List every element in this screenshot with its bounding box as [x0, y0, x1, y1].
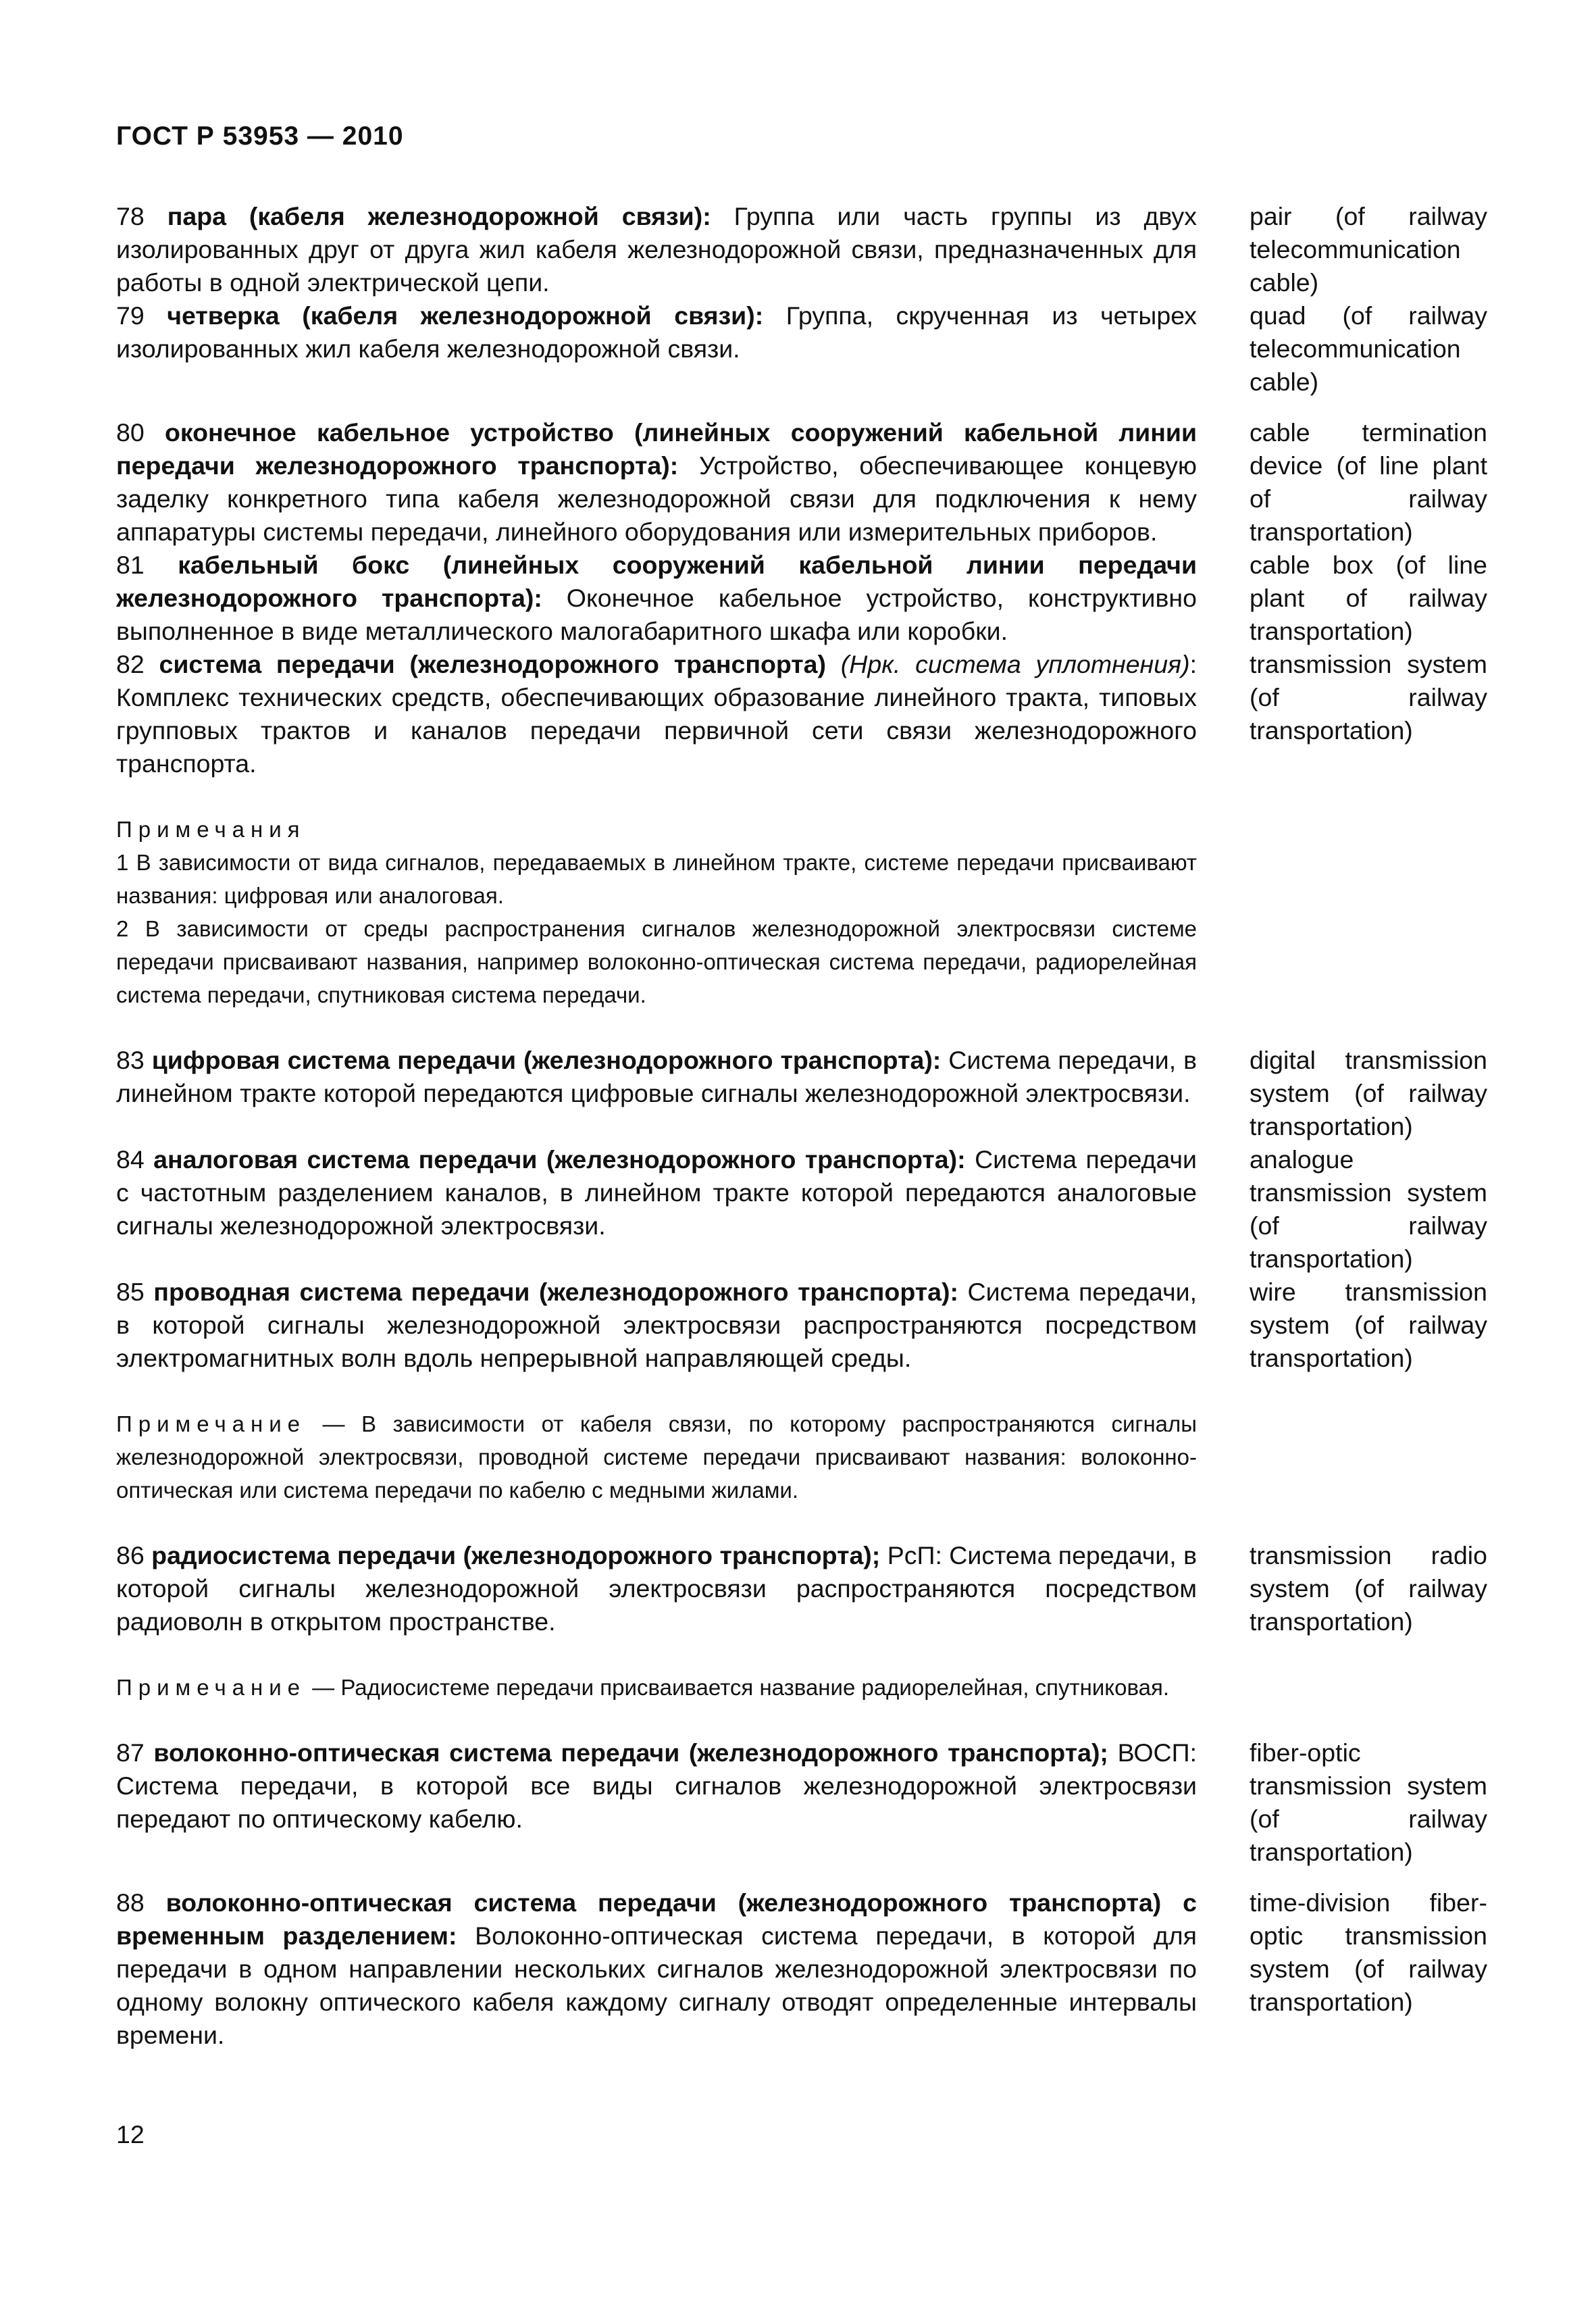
term-english: transmission radio system (of railway transportation)	[1250, 1541, 1487, 1636]
notes-after-82	[116, 813, 1197, 1011]
term-name: радиосистема передачи (железнодорожного транспорта);	[151, 1541, 881, 1569]
term-english: wire transmission system (of railway transportation)	[1250, 1278, 1487, 1372]
note-item: Примечание — В зависимости от кабеля связи, по которому распространяются сигналы железнодорожной электросвязи, проводной системе передачи присваивают названия: волоконно-оптическая или система передачи по кабелю с медными жилами.	[116, 1411, 1197, 1503]
term-english: time-division fiber-optic transmission system (of railway transportation)	[1250, 1888, 1487, 2016]
term-name: кабельный бокс (линейных сооружений кабельной линии передачи железнодорожного транспорта):	[116, 551, 1197, 612]
term-name: волоконно-оптическая система передачи (железнодорожного транспорта) с временным разделением:	[116, 1888, 1197, 1950]
term-name: цифровая система передачи (железнодорожного транспорта):	[151, 1046, 942, 1074]
note-after-86	[116, 1671, 1197, 1704]
term-definition-ru: 87 волоконно-оптическая система передачи (железнодорожного транспорта); ВОСП: Система передачи, в которой все виды сигналов железнодорожной электросвязи передают по оптическому кабелю.	[116, 1738, 1197, 1833]
notes-title: Примечания	[116, 817, 306, 842]
term-definition-ru: 86 радиосистема передачи (железнодорожного транспорта); РсП: Система передачи, в которой сигналы железнодорожной электросвязи распространяются посредством радиоволн в открытом пространстве.	[116, 1541, 1198, 1636]
term-name: система передачи (железнодорожного транспорта)	[159, 650, 827, 678]
term-definition-ru: 88 волоконно-оптическая система передачи (железнодорожного транспорта) с временным разделением: Волоконно-оптическая система передачи, в которой для передачи в одном направлении нескольких сигналов железнодорожной электросвязи по одному волокну оптического кабеля каждому сигналу отводят определенные интервалы времени.	[116, 1888, 1197, 2049]
spacer	[116, 1375, 1487, 1407]
term-definition-ru: 79 четверка (кабеля железнодорожной связи): Группа, скрученная из четырех изолированных жил кабеля железнодорожной связи.	[116, 301, 1197, 363]
term-entry-87	[116, 1736, 1487, 1869]
term-name: пара (кабеля железнодорожной связи):	[167, 202, 711, 230]
spacer	[116, 780, 1487, 813]
spacer	[116, 1704, 1487, 1736]
term-entry-83	[116, 1044, 1487, 1143]
term-entry-80	[116, 416, 1487, 549]
term-english: cable termination device (of line plant of railway transportation)	[1250, 418, 1487, 546]
note-item: 1 В зависимости от вида сигналов, передаваемых в линейном тракте, системе передачи присваивают названия: цифровая или аналоговая.	[116, 850, 1197, 908]
spacer	[116, 1507, 1487, 1539]
term-entry-85	[116, 1276, 1487, 1375]
spacer	[116, 1011, 1487, 1044]
term-definition-ru: 85 проводная система передачи (железнодорожного транспорта): Система передачи, в которой сигналы железнодорожной электросвязи распространяются посредством электромагнитных волн вдоль непрерывной направляющей среды.	[116, 1278, 1197, 1372]
note-label: Примечание	[116, 1411, 307, 1436]
term-name: волоконно-оптическая система передачи (железнодорожного транспорта);	[153, 1738, 1108, 1767]
term-definition-ru: 78 пара (кабеля железнодорожной связи): Группа или часть группы из двух изолированных друг от друга жил кабеля железнодорожной связи, предназначенных для работы в одной электрической цепи.	[116, 202, 1198, 297]
term-english: cable box (of line plant of railway transportation)	[1250, 551, 1487, 645]
term-english: fiber-optic transmission system (of railway transportation)	[1250, 1738, 1487, 1866]
spacer	[116, 399, 1487, 416]
spacer	[116, 1638, 1487, 1671]
term-english: analogue transmission system (of railway transportation)	[1250, 1145, 1487, 1273]
term-name: четверка (кабеля железнодорожной связи):	[167, 301, 764, 330]
document-header: ГОСТ Р 53953 — 2010	[116, 122, 404, 151]
term-entry-82	[116, 648, 1487, 780]
term-entry-84	[116, 1143, 1487, 1276]
term-definition-ru: 82 система передачи (железнодорожного транспорта) (Нрк. система уплотнения): Комплекс технических средств, обеспечивающих образование линейного тракта, типовых групповых трактов и каналов передачи первичной сети связи железнодорожного транспорта.	[116, 650, 1197, 778]
term-english: digital transmission system (of railway transportation)	[1250, 1046, 1487, 1140]
term-english: transmission system (of railway transportation)	[1250, 650, 1487, 745]
term-definition-ru: 81 кабельный бокс (линейных сооружений кабельной линии передачи железнодорожного транспорта): Оконечное кабельное устройство, конструктивно выполненное в виде металлического малогабаритного шкафа или коробки.	[116, 551, 1197, 645]
note-after-85	[116, 1407, 1197, 1507]
term-definition-ru: 80 оконечное кабельное устройство (линейных сооружений кабельной линии передачи железнодорожного транспорта): Устройство, обеспечивающее концевую заделку конкретного типа кабеля железнодорожной связи для подключения к нему аппаратуры системы передачи, линейного оборудования или измерительных приборов.	[116, 418, 1197, 546]
spacer	[116, 1869, 1487, 1886]
note-item: 2 В зависимости от среды распространения сигналов железнодорожной электросвязи системе передачи присваивают названия, например волоконно-оптическая система передачи, радиорелейная система передачи, спутниковая система передачи.	[116, 916, 1197, 1007]
note-item: Примечание — Радиосистеме передачи присваивается название радиорелейная, спутниковая.	[116, 1675, 1170, 1700]
term-english: quad (of railway telecommunication cable)	[1250, 301, 1487, 396]
term-name: оконечное кабельное устройство (линейных сооружений кабельной линии передачи железнодорожного транспорта):	[116, 418, 1197, 480]
term-definition-ru: 83 цифровая система передачи (железнодорожного транспорта): Система передачи, в линейном тракте которой передаются цифровые сигналы железнодорожной электросвязи.	[116, 1046, 1197, 1107]
term-entry-86	[116, 1539, 1487, 1638]
term-note-italic: (Нрк. система уплотнения)	[840, 650, 1190, 678]
page-number: 12	[116, 2120, 145, 2148]
term-entry-78	[116, 200, 1487, 299]
term-entry-79	[116, 299, 1487, 399]
term-entry-81	[116, 549, 1487, 648]
term-english: pair (of railway telecommunication cable)	[1250, 202, 1487, 297]
terms-list	[116, 200, 1487, 2052]
term-entry-88	[116, 1886, 1487, 2052]
note-label: Примечание	[116, 1675, 307, 1700]
term-name: аналоговая система передачи (железнодорожного транспорта):	[153, 1145, 966, 1174]
term-name: проводная система передачи (железнодорожного транспорта):	[153, 1278, 958, 1306]
term-definition-ru: 84 аналоговая система передачи (железнодорожного транспорта): Система передачи с частотным разделением каналов, в линейном тракте которой передаются аналоговые сигналы железнодорожной электросвязи.	[116, 1145, 1197, 1240]
